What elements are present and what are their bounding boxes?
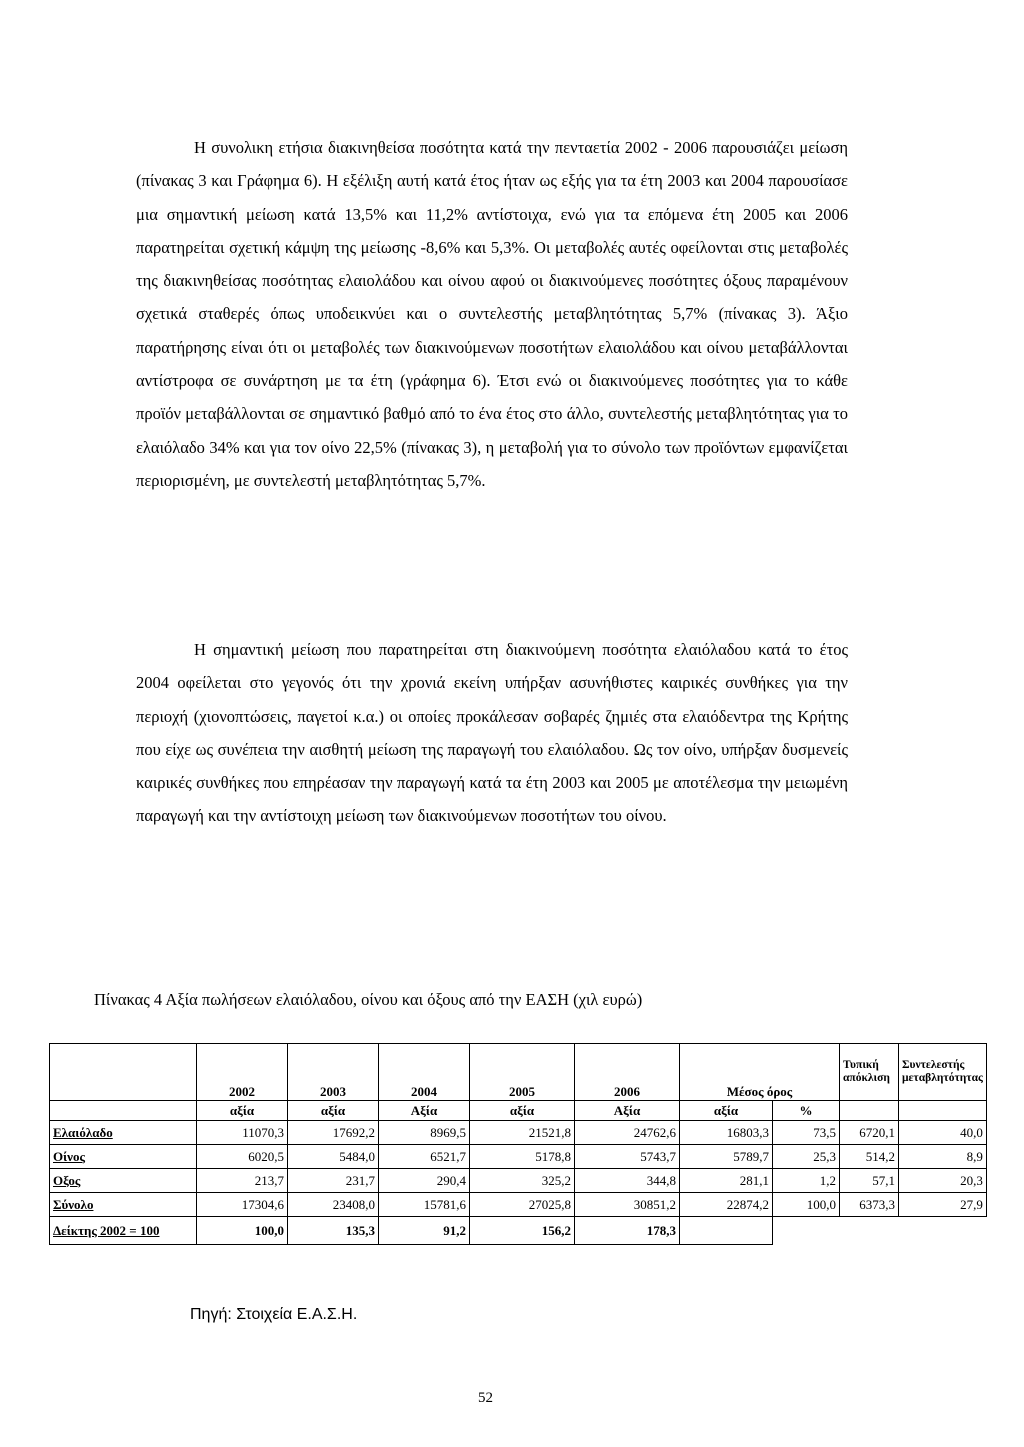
index-empty-cell [840,1217,899,1245]
table-cell: 6720,1 [840,1121,899,1145]
subheader-cell: αξία [680,1101,773,1121]
subheader-cell: Αξία [575,1101,680,1121]
table-cell: 290,4 [379,1169,470,1193]
subheader-cell: αξία [288,1101,379,1121]
index-row [50,1217,987,1245]
index-cell: 91,2 [379,1217,470,1245]
subheader-cell: % [773,1101,840,1121]
table-cell: 27025,8 [470,1193,575,1217]
header-mean: Μέσος όρος [680,1044,840,1101]
table-header-row [50,1044,987,1101]
row-label: Οξος [50,1169,197,1193]
source-note: Πηγή: Στοιχεία Ε.Α.Σ.Η. [190,1306,358,1323]
subheader-cell: Αξία [379,1101,470,1121]
header-year: 2004 [379,1044,470,1101]
table-cell: 17304,6 [197,1193,288,1217]
table-cell: 6373,3 [840,1193,899,1217]
table-cell: 5743,7 [575,1145,680,1169]
table-subheader-row [50,1101,987,1121]
table-cell: 100,0 [773,1193,840,1217]
table-cell: 11070,3 [197,1121,288,1145]
table-cell: 281,1 [680,1169,773,1193]
index-cell: 100,0 [197,1217,288,1245]
table-cell: 231,7 [288,1169,379,1193]
table-cell: 8,9 [899,1145,987,1169]
table-row [50,1145,987,1169]
table-cell: 25,3 [773,1145,840,1169]
table-cell: 24762,6 [575,1121,680,1145]
table-cell: 213,7 [197,1169,288,1193]
table-cell: 27,9 [899,1193,987,1217]
table-cell: 1,2 [773,1169,840,1193]
table-caption: Πίνακας 4 Αξία πωλήσεων ελαιόλαδου, οίνου και όξους από την ΕΑΣΗ (χιλ ευρώ) [94,990,643,1009]
table-cell: 5178,8 [470,1145,575,1169]
table-cell: 514,2 [840,1145,899,1169]
header-cv: Συντελεστής μεταβλητότητας [899,1044,987,1101]
table-cell: 21521,8 [470,1121,575,1145]
header-empty-cell [50,1044,197,1101]
table-cell: 20,3 [899,1169,987,1193]
table-row [50,1193,987,1217]
sales-table [49,1043,987,1245]
index-cell: 178,3 [575,1217,680,1245]
subheader-empty-cell [50,1101,197,1121]
paragraph-2: Η σημαντική μείωση που παρατηρείται στη διακινούμενη ποσότητα ελαιόλαδου κατά το έτος 2004 οφείλεται στο γεγονός ότι την χρονιά εκείνη υπήρξαν ασυνήθιστες καιρικές συνθήκες για την περιοχή (χιονοπτώσεις, παγετοί κ.α.) οι οποίες προκάλεσαν σοβαρές ζημιές στα ελαιόδεντρα της Κρήτης που είχε ως συνέπεια την αισθητή μείωση της παραγωγή του ελαιόλαδου. Ως τον οίνο, υπήρξαν δυσμενείς καιρικές συνθήκες που επηρέασαν την παραγωγή κατά τα έτη 2003 και 2005 με αποτέλεσμα την μειωμένη παραγωγή και την αντίστοιχη μείωση των διακινούμενων ποσοτήτων του οίνου. [136,640,848,826]
header-std: Τυπική απόκλιση [840,1044,899,1101]
paragraph-1: Η συνολικη ετήσια διακινηθείσα ποσότητα κατά την πενταετία 2002 - 2006 παρουσιάζει μείωση (πίνακας 3 και Γράφημα 6). Η εξέλιξη αυτή κατά έτος ήταν ως εξής για τα έτη 2003 και 2004 παρουσίασε μια σημαντική μείωση κατά 13,5% και 11,2% αντίστοιχα, ενώ για τα επόμενα έτη 2005 και 2006 παρατηρείται σχετική κάμψη της μείωσης -8,6% και 5,3%. Οι μεταβολές αυτές οφείλονται στις μεταβολές της διακινηθείσας ποσότητας ελαιολάδου και οίνου αφού οι διακινούμενες ποσότητες όξους παραμένουν σχετικά σταθερές όπως υποδεικνύει και ο συντελεστής μεταβλητότητας 5,7% (πίνακας 3). Άξιο παρατήρησης είναι ότι οι μεταβολές των διακινούμενων ποσοτήτων ελαιολάδου και οίνου μεταβάλλονται αντίστροφα σε συνάρτηση με τα έτη (γράφημα 6). Έτσι ενώ οι διακινούμενες ποσότητες για το κάθε προϊόν μεταβάλλονται σε σημαντικό βαθμό από το ένα έτος στο άλλο, συντελεστής μεταβλητότητας για το ελαιόλαδο 34% και για τον οίνο 22,5% (πίνακας 3), η μεταβολή για το σύνολο των προϊόντων εμφανίζεται περιορισμένη, με συντελεστή μεταβλητότητας 5,7%. [136,138,848,490]
row-label: Δείκτης 2002 = 100 [50,1217,197,1245]
table-cell: 17692,2 [288,1121,379,1145]
header-year: 2003 [288,1044,379,1101]
table-cell: 57,1 [840,1169,899,1193]
table-cell: 15781,6 [379,1193,470,1217]
table-cell: 16803,3 [680,1121,773,1145]
page-number: 52 [478,1390,493,1406]
header-year: 2005 [470,1044,575,1101]
header-year: 2006 [575,1044,680,1101]
index-cell: 135,3 [288,1217,379,1245]
table-cell: 6020,5 [197,1145,288,1169]
table-cell: 344,8 [575,1169,680,1193]
subheader-empty-cell [840,1101,899,1121]
index-cell: 156,2 [470,1217,575,1245]
table-row [50,1121,987,1145]
index-empty-cell [680,1217,773,1245]
table-cell: 5789,7 [680,1145,773,1169]
index-empty-cell [899,1217,987,1245]
table-cell: 22874,2 [680,1193,773,1217]
table-cell: 8969,5 [379,1121,470,1145]
table-cell: 30851,2 [575,1193,680,1217]
row-label: Οίνος [50,1145,197,1169]
subheader-cell: αξία [197,1101,288,1121]
table-cell: 23408,0 [288,1193,379,1217]
table-cell: 73,5 [773,1121,840,1145]
table-row [50,1169,987,1193]
row-label: Σύνολο [50,1193,197,1217]
table-cell: 40,0 [899,1121,987,1145]
subheader-empty-cell [899,1101,987,1121]
subheader-cell: αξία [470,1101,575,1121]
table-cell: 5484,0 [288,1145,379,1169]
row-label: Ελαιόλαδο [50,1121,197,1145]
table-cell: 325,2 [470,1169,575,1193]
table-cell: 6521,7 [379,1145,470,1169]
header-year: 2002 [197,1044,288,1101]
index-empty-cell [773,1217,840,1245]
